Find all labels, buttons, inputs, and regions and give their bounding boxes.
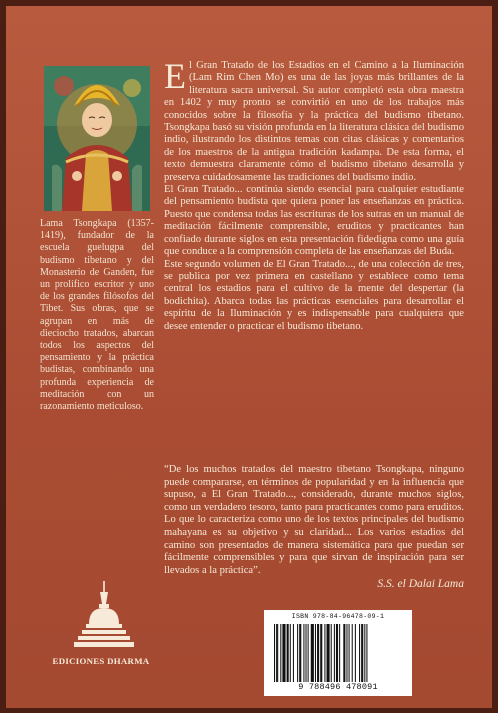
description-paragraph-3: Este segundo volumen de El Gran Tratado..., de una colección de tres, se publica por vez primera en castellano y establece como tema central los estadios para el cultivo de la mente del despertar (la bodichita). Abarca todas las prácticas esenciales para desarrollar el espíritu de la Iluminación y es indispensable para cualquiera que desee entender o practicar el budismo tibetano. — [164, 258, 464, 332]
publisher-name: EDICIONES DHARMA — [52, 656, 150, 666]
isbn-number: ISBN 978-84-96478-09-1 — [291, 613, 385, 620]
isbn-barcode — [264, 610, 412, 696]
drop-cap: E — [164, 56, 186, 96]
back-cover — [6, 6, 492, 708]
description-paragraph-1: El Gran Tratado de los Estadios en el Camino a la Iluminación (Lam Rim Chen Mo) es una de las joyas más brillantes de la literatura sacra universal. Su autor completó esta obra maestra en 1402 y muy pronto se convirtió en uno de los trabajos más conocidos sobre la filosofía y la práctica del budismo tibetano. Tsongkapa basó su visión profunda en la literatura clásica del budismo indio, ilustrando los distintos temas con citas clásicas y comentarios de los maestros de la antigua tradición kadampa. De esta forma, el texto demuestra claramente cómo el budismo tibetano desarrolla y preserva cuidadosamente las tradiciones del budismo indio. — [164, 56, 464, 183]
book-description — [164, 56, 464, 333]
dalai-lama-quote: “De los muchos tratados del maestro tibetano Tsongkapa, ninguno puede compararse, en términos de popularidad y en la influencia que supuso, a El Gran Tratado..., considerado, durante muchos siglos, como un verdadero tesoro, tanto para practicantes como para eruditos. Lo que lo caracteriza como uno de los textos principales del budismo mahayana es su objetivo y su claridad... Los varios estadios del camino son presentados de manera sistemática para que puedan ser fácilmente comprensibles y para que sirvan de inspiración para ser llevados a la práctica”. — [164, 464, 464, 576]
ean-digits: 9 788496 478091 — [298, 682, 378, 692]
barcode-bars — [272, 624, 404, 682]
portrait-caption: Lama Tsongkapa (1357-1419), fundador de la escuela guelugpa del budismo tibetano y del Monasterio de Ganden, fue un prolífico escritor y uno de los grandes filósofos del Tibet. Sus obras, que se agrupan en más de dieciocho tratados, abarcan todos los aspectos del pensamiento y la práctica budistas, combinando una profunda experiencia de meditación con un razonamiento meticuloso. — [40, 218, 154, 413]
description-paragraph-2: El Gran Tratado... continúa siendo esencial para cualquier estudiante del pensamiento budista que quiera poner las enseñanzas en práctica. Puesto que condensa todas las escrituras de los sutras en un manual de meditación fácilmente comprensible, eruditos y practicantes han confiado durante siglos en esta presentación fidedigna como una guía que conduce a la comprensión completa de las enseñanzas del Buda. — [164, 184, 464, 258]
tsongkapa-portrait — [44, 66, 150, 211]
stupa-logo-icon — [68, 580, 140, 652]
quote-attribution: S.S. el Dalai Lama — [377, 578, 464, 590]
